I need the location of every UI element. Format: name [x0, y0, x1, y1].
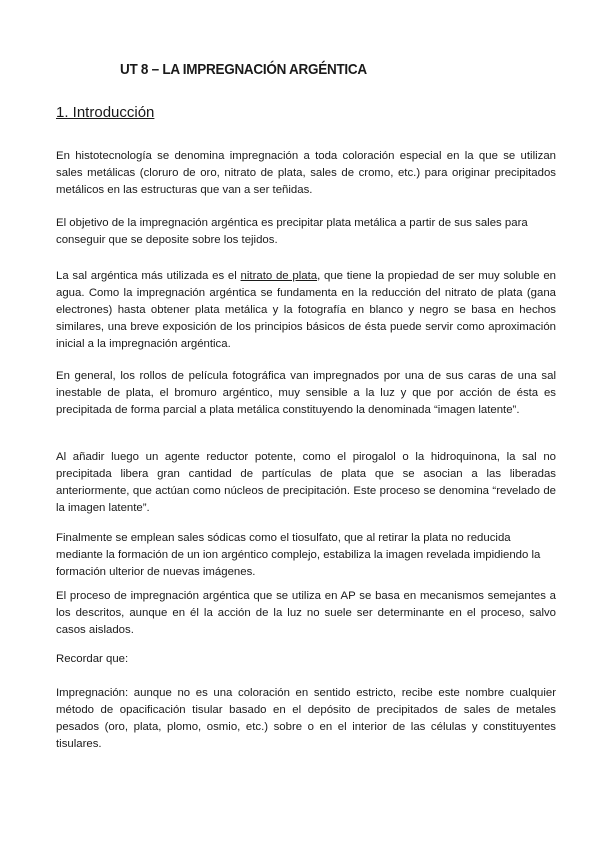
paragraph-developing: Al añadir luego un agente reductor potente, como el pirogalol o la hidroquinona, la sal no precipitada libera gran cantidad de partículas de plata que se asocian a las liberadas anteriormente, que actúan como núcleos de precipitación. Este proceso se denomina “revelado de la imagen latente”.	[56, 451, 556, 514]
paragraph-photographic-film: En general, los rollos de película fotográfica van impregnados por una de sus caras de una sal inestable de plata, el bromuro argéntico, muy sensible a la luz y que por acción de ésta es precipitada de forma parcial a plata metálica constituyendo la denominada “imagen latente”.	[56, 370, 556, 416]
paragraph-remember: Recordar que:	[56, 653, 129, 665]
nitrate-link-text: nitrato de plata	[240, 270, 318, 282]
paragraph-fixing: Finalmente se emplean sales sódicas como el tiosulfato, que al retirar la plata no reducida mediante la formación de un ion argéntico complejo, estabiliza la imagen revelada impidiendo la formación ulterior de nuevas imágenes.	[56, 532, 541, 578]
page-title: UT 8 – LA IMPREGNACIÓN ARGÉNTICA	[120, 61, 367, 78]
section-heading: 1. Introducción	[56, 104, 155, 121]
paragraph-ap-process: El proceso de impregnación argéntica que se utiliza en AP se basa en mecanismos semejantes a los descritos, aunque en él la acción de la luz no suele ser determinante en el proceso, salvo casos aislados.	[56, 590, 556, 636]
paragraph-objective: El objetivo de la impregnación argéntica es precipitar plata metálica a partir de sus sales para conseguir que se deposite sobre los tejidos.	[56, 217, 528, 246]
text-segment: , que tiene la propiedad de ser muy soluble en agua. Como la impregnación argéntica se fundamenta en la reducción del nitrato de plata (gana electrones) hasta obtener plata metálica y la fotografía en blanco y negro se basa en hechos similares, una breve exposición de los principios básicos de ésta puede servir como aproximación inicial a la impregnación argéntica.	[56, 270, 556, 350]
paragraph-silver-nitrate	[56, 268, 556, 353]
paragraph-impregnation-definition: Impregnación: aunque no es una coloración en sentido estricto, recibe este nombre cualquier método de opacificación tisular basado en el depósito de precipitados de sales de metales pesados (oro, plata, plomo, osmio, etc.) sobre o en el interior de las células y constituyentes tisulares.	[56, 687, 556, 750]
text-segment: La sal argéntica más utilizada es el	[56, 270, 241, 282]
paragraph-definition: En histotecnología se denomina impregnación a toda coloración especial en la que se utilizan sales metálicas (cloruro de oro, nitrato de plata, sales de cromo, etc.) para originar precipitados metálicos en las estructuras que van a ser teñidas.	[56, 150, 556, 196]
